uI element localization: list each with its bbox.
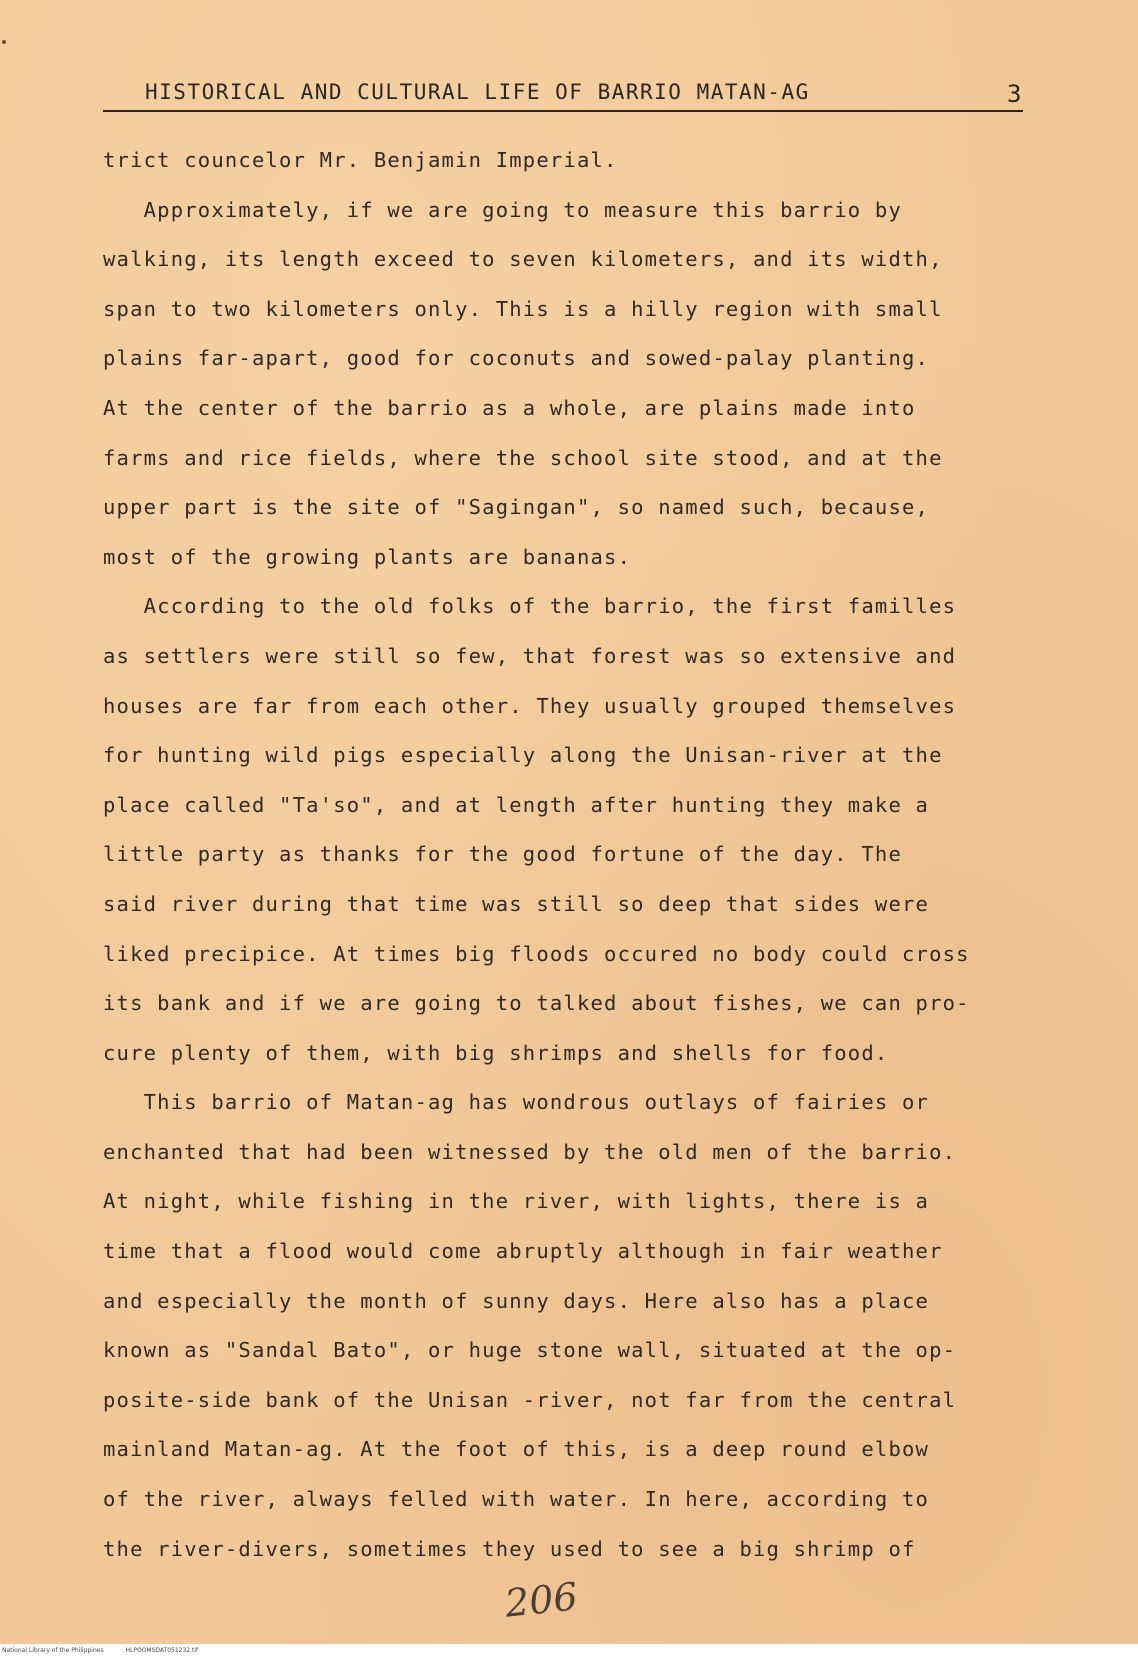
text-line: its bank and if we are going to talked about fishes, we can pro- [103, 991, 970, 1016]
text-line: time that a flood would come abruptly although in fair weather [103, 1239, 943, 1264]
text-line: Approximately, if we are going to measure this barrio by [103, 197, 902, 222]
body-text [103, 136, 1063, 1574]
text-line: liked precipice. At times big floods occured no body could cross [103, 941, 970, 966]
text-line: This barrio of Matan-ag has wondrous outlays of fairies or [103, 1090, 930, 1115]
text-line: said river during that time was still so deep that sides were [103, 891, 930, 916]
text-line: span to two kilometers only. This is a hilly region with small [103, 296, 943, 321]
page-number: 3 [1007, 80, 1023, 108]
text-line: enchanted that had been witnessed by the old men of the barrio. [103, 1139, 957, 1164]
text-line: the river-divers, sometimes they used to see a big shrimp of [103, 1536, 916, 1561]
header-title: HISTORICAL AND CULTURAL LIFE OF BARRIO MATAN-AG [145, 80, 810, 104]
text-line: walking, its length exceed to seven kilometers, and its width, [103, 247, 943, 272]
text-line: most of the growing plants are bananas. [103, 544, 632, 569]
text-line: for hunting wild pigs especially along the Unisan-river at the [103, 743, 943, 768]
text-line: known as "Sandal Bato", or huge stone wall, situated at the op- [103, 1338, 957, 1363]
text-line: and especially the month of sunny days. Here also has a place [103, 1288, 930, 1313]
handwritten-page-number: 206 [502, 1574, 580, 1626]
text-line: At the center of the barrio as a whole, are plains made into [103, 395, 916, 420]
text-line: At night, while fishing in the river, with lights, there is a [103, 1189, 930, 1214]
text-line: cure plenty of them, with big shrimps and shells for food. [103, 1040, 889, 1065]
paper-speck [2, 40, 6, 44]
text-line: little party as thanks for the good fortune of the day. The [103, 842, 902, 867]
text-line: plains far-apart, good for coconuts and sowed-palay planting. [103, 346, 930, 371]
page-header [103, 80, 1023, 112]
scan-footer [0, 1644, 1138, 1658]
text-line: posite-side bank of the Unisan -river, not far from the central [103, 1387, 957, 1412]
text-line: According to the old folks of the barrio, the first familles [103, 594, 957, 619]
text-line: mainland Matan-ag. At the foot of this, is a deep round elbow [103, 1437, 930, 1462]
text-line: upper part is the site of "Sagingan", so named such, because, [103, 495, 930, 520]
footer-file-id: HLPOOMSDAT051232.tif [125, 1647, 199, 1654]
text-line: trict councelor Mr. Benjamin Imperial. [103, 148, 618, 172]
text-line: as settlers were still so few, that forest was so extensive and [103, 643, 957, 668]
text-line: place called "Ta'so", and at length after hunting they make a [103, 792, 930, 817]
text-line: farms and rice fields, where the school site stood, and at the [103, 445, 943, 470]
footer-institution: National Library of the Philippines [2, 1647, 104, 1654]
text-line: of the river, always felled with water. In here, according to [103, 1487, 930, 1512]
text-line: houses are far from each other. They usually grouped themselves [103, 693, 957, 718]
